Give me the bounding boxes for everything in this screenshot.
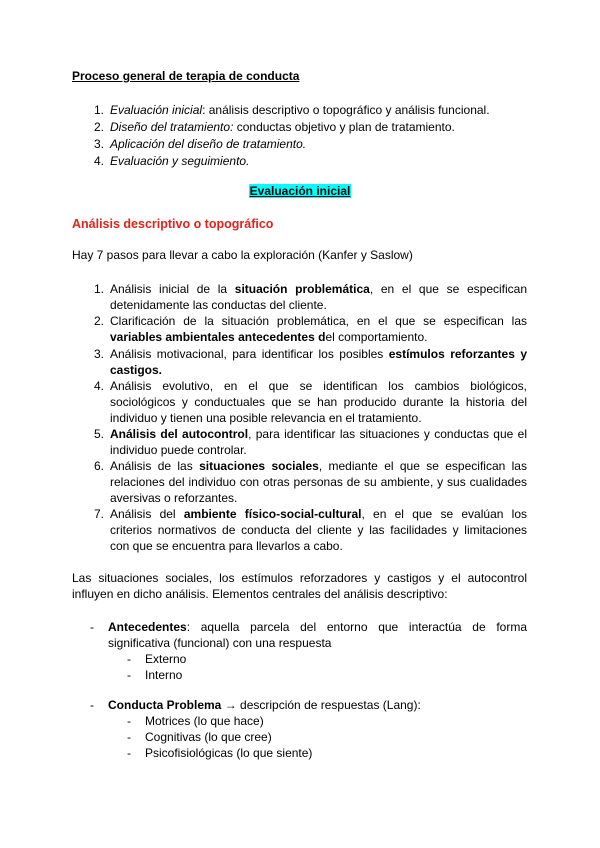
conducta-line: Conducta Problema → descripción de respuestas (Lang):	[108, 698, 421, 712]
paso-line: individuo y tienen una posible relevancia en el tratamiento.	[110, 411, 422, 425]
step-emphasis: Evaluación inicial	[110, 103, 203, 117]
document-title: Proceso general de terapia de conducta	[72, 69, 300, 83]
paso-number: 7.	[93, 507, 104, 521]
sub-bullet-dash: -	[127, 668, 131, 682]
intro-text: Hay 7 pasos para llevar a cabo la exploración (Kanfer y Saslow)	[72, 248, 413, 262]
paso-line: con que se encuentra para llevarlos a cabo.	[110, 539, 343, 553]
antecedentes-line: significativa (funcional) con una respuesta	[108, 636, 332, 650]
sub-item: Cognitivas (lo que cree)	[145, 730, 272, 744]
paso-line: Análisis evolutivo, en el que se identifican los cambios biológicos,	[110, 379, 527, 393]
paso-line: Análisis inicial de la situación problemática, en el que se especifican	[110, 282, 528, 296]
step-item	[110, 153, 249, 169]
step-text: conductas objetivo y plan de tratamiento.	[233, 120, 455, 134]
paragraph-line: influyen en dicho análisis. Elementos centrales del análisis descriptivo:	[72, 587, 448, 601]
paso-number: 5.	[93, 427, 104, 441]
paso-number: 3.	[93, 347, 104, 361]
paso-line: Clarificación de la situación problemática, en el que se especifican las	[110, 314, 527, 328]
step-emphasis: Aplicación del diseño de tratamiento.	[110, 137, 307, 151]
paso-number: 6.	[93, 459, 104, 473]
antecedentes-line: Antecedentes: aquella parcela del entorno que interactúa de forma	[108, 620, 527, 634]
paso-line: relaciones del individuo con otras personas de su ambiente, y sus cualidades	[110, 475, 527, 489]
paso-line: detenidamente las conductas del cliente.	[110, 298, 327, 312]
sub-bullet-dash: -	[127, 746, 131, 760]
step-item	[110, 119, 455, 135]
paso-line: aversivas o reforzantes.	[110, 491, 238, 505]
paso-line: Análisis del ambiente físico-social-cultural, en el que se evalúan los	[110, 507, 527, 521]
bullet-dash: -	[90, 620, 94, 634]
step-number: 4.	[93, 154, 104, 168]
paso-line: criterios normativos de conducta del cliente y las facilidades y limitaciones	[110, 523, 527, 537]
paso-line: Análisis de las situaciones sociales, mediante el que se especifican las	[110, 459, 527, 473]
sub-bullet-dash: -	[127, 714, 131, 728]
sub-item: Interno	[145, 668, 183, 682]
sub-item: Motrices (lo que hace)	[145, 714, 264, 728]
paso-line: individuo puede controlar.	[110, 443, 247, 457]
subheading: Análisis descriptivo o topográfico	[72, 217, 274, 231]
sub-item: Externo	[145, 652, 187, 666]
step-text: : análisis descriptivo o topográfico y análisis funcional.	[202, 103, 490, 117]
step-number: 3.	[93, 137, 104, 151]
step-number: 1.	[93, 103, 104, 117]
section-heading: Evaluación inicial	[249, 184, 351, 198]
step-item	[110, 102, 490, 118]
paso-line: Análisis del autocontrol, para identificar las situaciones y conductas que el	[110, 427, 527, 441]
paso-line: Análisis motivacional, para identificar los posibles estímulos reforzantes y	[110, 347, 527, 361]
paso-number: 4.	[93, 379, 104, 393]
paragraph-line: Las situaciones sociales, los estímulos reforzadores y castigos y el autocontrol	[72, 571, 527, 585]
step-emphasis: Diseño del tratamiento:	[110, 120, 234, 134]
section-heading-wrap	[0, 183, 600, 199]
step-item	[110, 136, 306, 152]
step-number: 2.	[93, 120, 104, 134]
step-emphasis: Evaluación y seguimiento.	[110, 154, 250, 168]
paso-line: variables ambientales antecedentes del comportamiento.	[110, 330, 428, 344]
sub-bullet-dash: -	[127, 652, 131, 666]
paso-number: 1.	[93, 282, 104, 296]
sub-bullet-dash: -	[127, 730, 131, 744]
bullet-dash: -	[90, 698, 94, 712]
paso-line: castigos.	[110, 363, 163, 377]
paso-line: sociológicos y conductuales que se han producido durante la historia del	[110, 395, 527, 409]
sub-item: Psicofisiológicas (lo que siente)	[145, 746, 313, 760]
paso-number: 2.	[93, 314, 104, 328]
